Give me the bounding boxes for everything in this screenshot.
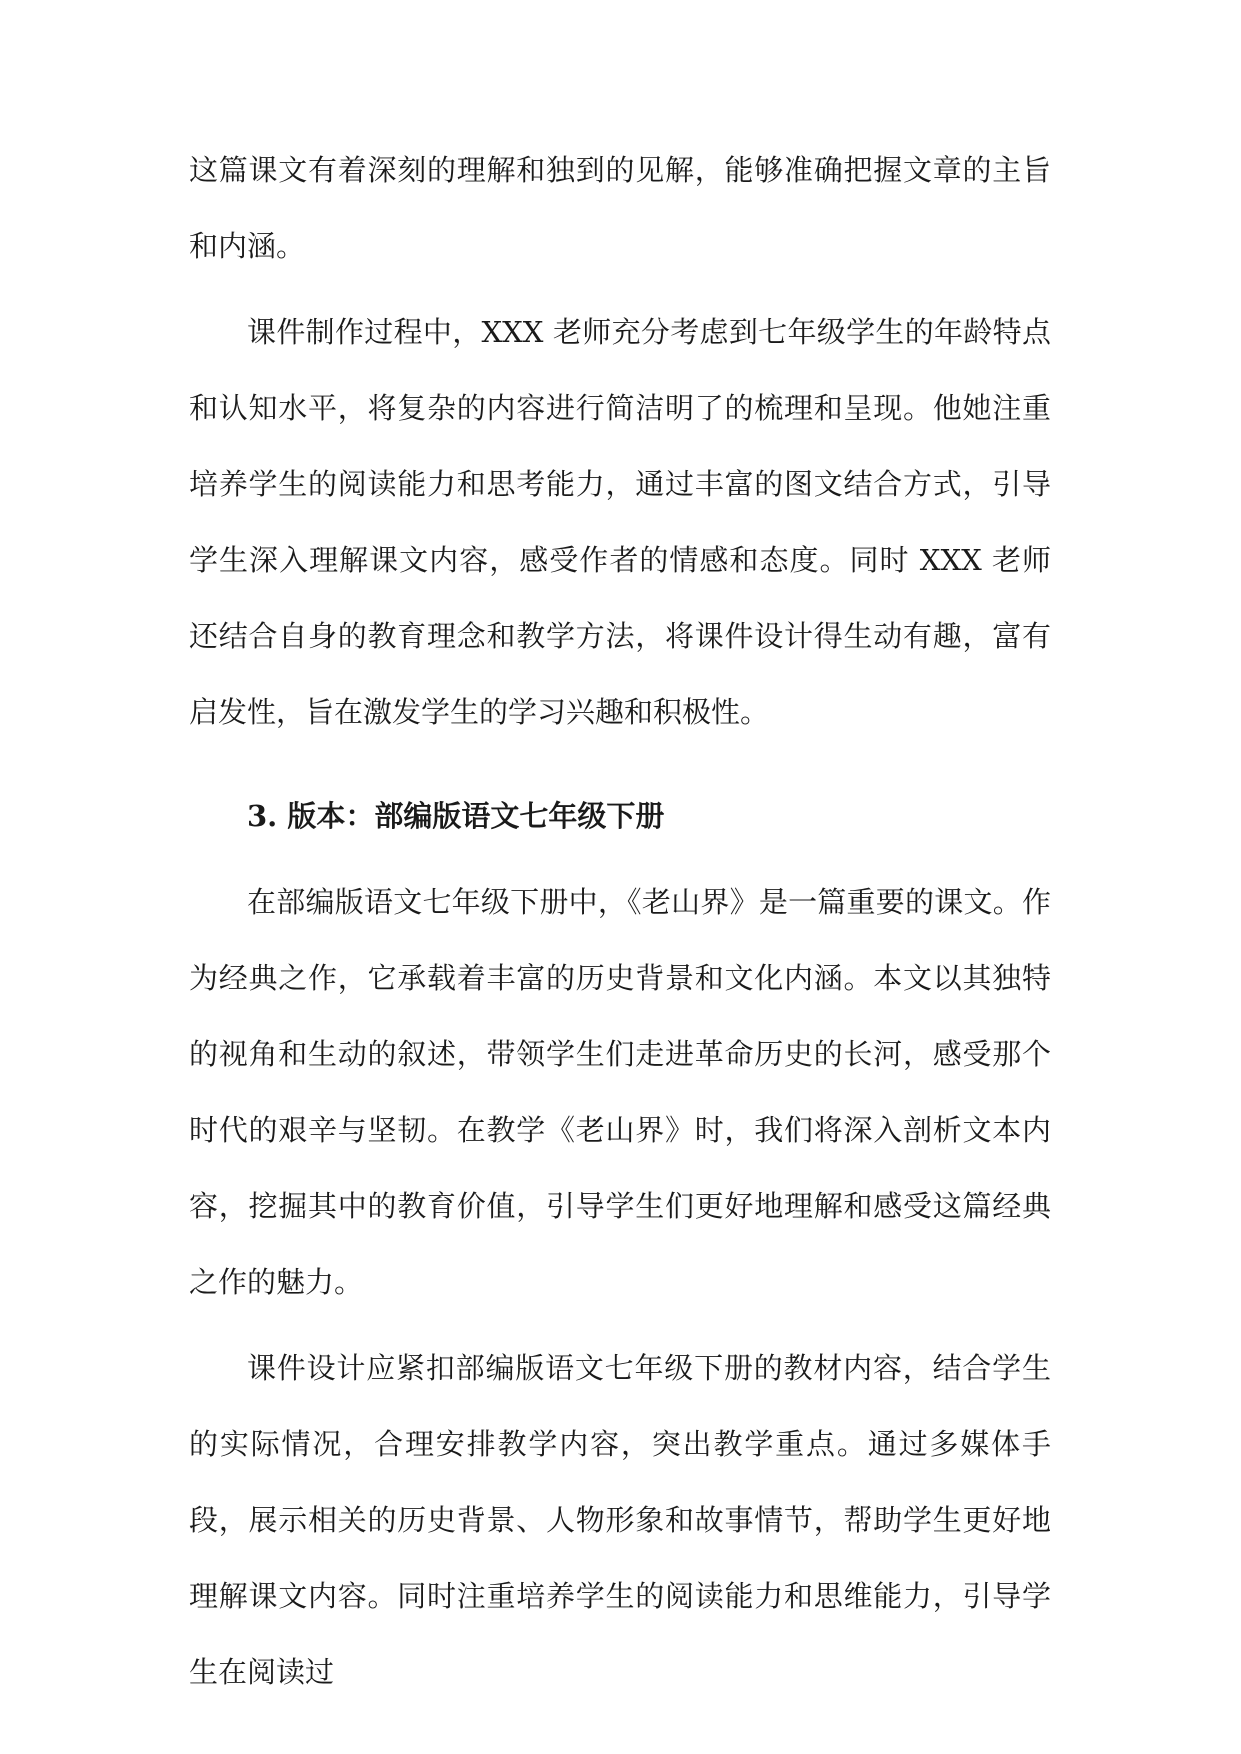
paragraph-courseware-production: 课件制作过程中，XXX 老师充分考虑到七年级学生的年龄特点和认知水平，将复杂的内容进行简洁明了的梳理和呈现。他她注重培养学生的阅读能力和思考能力，通过丰富的图文结合方式，引导学生深入理解课文内容，感受作者的情感和态度。同时 XXX 老师还结合自身的教育理念和教学方法，将课件设计得生动有趣，富有启发性，旨在激发学生的学习兴趣和积极性。: [189, 315, 1051, 729]
section-heading-edition: 3. 版本：部编版语文七年级下册: [247, 799, 665, 833]
paragraph-laoshanjie-intro: 在部编版语文七年级下册中，《老山界》是一篇重要的课文。作为经典之作，它承载着丰富的历史背景和文化内涵。本文以其独特的视角和生动的叙述，带领学生们走进革命历史的长河，感受那个时代的艰辛与坚韧。在教学《老山界》时，我们将深入剖析文本内容，挖掘其中的教育价值，引导学生们更好地理解和感受这篇经典之作的魅力。: [189, 885, 1051, 1299]
paragraph-continued: 这篇课文有着深刻的理解和独到的见解，能够准确把握文章的主旨和内涵。: [189, 153, 1051, 263]
paragraph-courseware-design: 课件设计应紧扣部编版语文七年级下册的教材内容，结合学生的实际情况，合理安排教学内容，突出教学重点。通过多媒体手段，展示相关的历史背景、人物形象和故事情节，帮助学生更好地理解课文内容。同时注重培养学生的阅读能力和思维能力，引导学生在阅读过: [189, 1351, 1051, 1689]
document-page: [189, 132, 1051, 1710]
